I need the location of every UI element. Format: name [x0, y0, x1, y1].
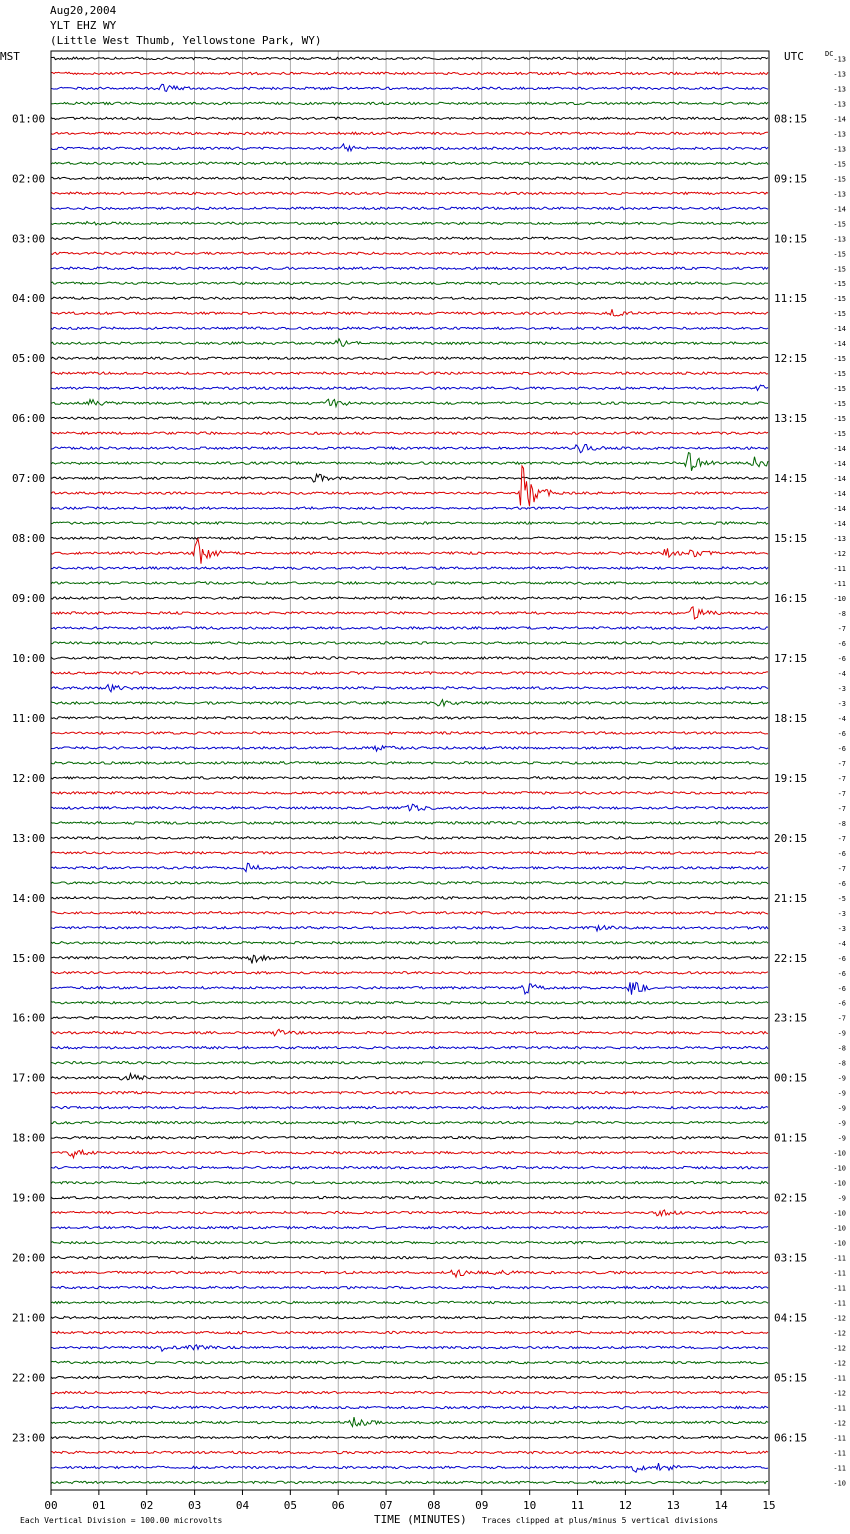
trace-row — [51, 132, 768, 134]
mst-hour-label: 02:00 — [12, 172, 46, 186]
trace-row — [51, 972, 768, 974]
trace-row — [51, 982, 768, 994]
utc-hour-label: 23:15 — [774, 1011, 808, 1025]
trace-row — [51, 627, 768, 629]
dc-offset-label: -11 — [833, 1269, 846, 1278]
dc-offset-label: -14 — [833, 205, 846, 214]
trace-row — [51, 804, 768, 811]
utc-hour-label: 03:15 — [774, 1251, 808, 1265]
dc-offset-label: -9 — [837, 1194, 846, 1203]
trace-row — [51, 1451, 768, 1453]
trace-row — [51, 162, 768, 164]
dc-offset-label: -13 — [833, 535, 846, 544]
dc-offset-label: -15 — [833, 220, 846, 229]
dc-offset-label: -12 — [833, 1359, 846, 1368]
trace-row — [51, 926, 768, 931]
utc-hour-label: 16:15 — [774, 592, 808, 606]
x-tick-label: 02 — [140, 1499, 154, 1512]
dc-offset-label: -6 — [837, 849, 846, 858]
trace-row — [51, 1241, 768, 1243]
utc-hour-label: 15:15 — [774, 532, 808, 546]
trace-row — [51, 327, 768, 329]
x-tick-label: 06 — [331, 1499, 345, 1512]
x-tick-label: 10 — [523, 1499, 537, 1512]
dc-offset-label: -8 — [837, 1044, 846, 1053]
trace-row — [51, 417, 768, 419]
trace-row — [51, 837, 768, 839]
dc-offset-label: -15 — [833, 175, 846, 184]
dc-offset-label: -9 — [837, 1134, 846, 1143]
mst-hour-label: 15:00 — [12, 951, 46, 965]
dc-offset-label: -12 — [833, 1329, 846, 1338]
mst-hour-label: 20:00 — [12, 1251, 46, 1265]
trace-row — [51, 1406, 768, 1408]
trace-row — [51, 117, 768, 119]
trace-row — [51, 357, 768, 359]
dc-offset-label: -7 — [837, 1014, 846, 1023]
utc-hour-label: 12:15 — [774, 352, 808, 366]
trace-row — [51, 1316, 768, 1318]
trace-row — [51, 453, 768, 471]
trace-row — [51, 1436, 768, 1438]
trace-row — [51, 762, 768, 764]
seismogram-traces — [51, 57, 768, 1483]
utc-hour-label: 10:15 — [774, 232, 808, 246]
trace-row — [51, 1122, 768, 1124]
trace-row — [51, 777, 768, 779]
trace-row — [51, 385, 768, 390]
trace-row — [51, 582, 768, 584]
dc-offset-label: -11 — [833, 1464, 846, 1473]
dc-offset-label: -10 — [833, 1209, 846, 1218]
dc-offset-label: -11 — [833, 1404, 846, 1413]
trace-row — [51, 746, 768, 751]
trace-row — [51, 852, 768, 854]
trace-row — [51, 1062, 768, 1064]
mst-hour-label: 23:00 — [12, 1431, 46, 1445]
dc-offset-label: -6 — [837, 654, 846, 663]
trace-row — [51, 399, 768, 406]
trace-row — [51, 685, 768, 692]
dc-offset-label: -12 — [833, 1344, 846, 1353]
dc-offset-label: -11 — [833, 580, 846, 589]
utc-hour-label: 19:15 — [774, 771, 808, 785]
dc-offset-label: -4 — [837, 714, 846, 723]
trace-row — [51, 597, 768, 599]
dc-offset-label: -15 — [833, 430, 846, 439]
mst-hour-label: 09:00 — [12, 592, 46, 606]
dc-offset-label: -11 — [833, 1299, 846, 1308]
trace-row — [51, 1002, 768, 1004]
dc-offset-label: -7 — [837, 804, 846, 813]
dc-offset-label: -15 — [833, 280, 846, 289]
dc-offset-label: -13 — [833, 55, 846, 64]
dc-offset-label: -15 — [833, 250, 846, 259]
dc-offset-label: -9 — [837, 1029, 846, 1038]
dc-offset-label: -13 — [833, 145, 846, 154]
dc-offset-label: -13 — [833, 235, 846, 244]
dc-offset-label: -10 — [833, 595, 846, 604]
trace-row — [51, 1107, 768, 1109]
dc-offset-label: -6 — [837, 984, 846, 993]
x-tick-label: 05 — [283, 1499, 297, 1512]
dc-offset-label: -6 — [837, 744, 846, 753]
trace-row — [51, 1345, 768, 1352]
mst-hour-label: 12:00 — [12, 771, 46, 785]
dc-offset-label: -3 — [837, 909, 846, 918]
trace-row — [51, 1047, 768, 1049]
trace-row — [51, 144, 768, 151]
mst-hour-label: 06:00 — [12, 412, 46, 426]
dc-offset-label: -9 — [837, 1074, 846, 1083]
trace-row — [51, 522, 768, 524]
trace-row — [51, 1017, 768, 1019]
dc-offset-label: -15 — [833, 415, 846, 424]
dc-offset-label: -13 — [833, 130, 846, 139]
location-label: (Little West Thumb, Yellowstone Park, WY) — [50, 34, 322, 47]
dc-offset-label: -4 — [837, 669, 846, 678]
trace-row — [51, 955, 768, 963]
dc-offset-label: -14 — [833, 520, 846, 529]
mst-hour-label: 16:00 — [12, 1011, 46, 1025]
trace-row — [51, 282, 768, 284]
dc-offset-label: -11 — [833, 1449, 846, 1458]
dc-offset-label: -7 — [837, 759, 846, 768]
trace-row — [51, 1166, 768, 1168]
dc-offset-label: -10 — [833, 1149, 846, 1158]
x-tick-label: 03 — [187, 1499, 202, 1512]
trace-row — [51, 267, 768, 269]
trace-row — [51, 607, 768, 619]
axis-labels — [0, 50, 846, 1526]
dc-offset-label: -7 — [837, 789, 846, 798]
trace-row — [51, 657, 768, 659]
trace-row — [51, 1029, 768, 1036]
mst-hour-label: 03:00 — [12, 232, 46, 246]
trace-row — [51, 672, 768, 674]
utc-hour-label: 13:15 — [774, 412, 808, 426]
dc-offset-label: -6 — [837, 639, 846, 648]
x-tick-label: 14 — [714, 1499, 728, 1512]
station-label: YLT EHZ WY — [50, 19, 117, 32]
dc-offset-label: -10 — [833, 1179, 846, 1188]
dc-offset-label: -7 — [837, 625, 846, 634]
trace-row — [51, 192, 768, 194]
dc-offset-label: -15 — [833, 355, 846, 364]
clip-note: Traces clipped at plus/minus 5 vertical divisions — [482, 1516, 719, 1525]
dc-offset-label: -10 — [833, 1164, 846, 1173]
mst-hour-label: 21:00 — [12, 1311, 46, 1325]
dc-offset-label: -12 — [833, 1314, 846, 1323]
mst-hour-label: 19:00 — [12, 1191, 46, 1205]
trace-row — [51, 1074, 768, 1080]
dc-offset-label: -8 — [837, 1059, 846, 1068]
dc-label: DC — [825, 50, 834, 58]
dc-offset-label: -14 — [833, 115, 846, 124]
x-tick-label: 07 — [379, 1499, 393, 1512]
trace-row — [51, 372, 768, 374]
utc-hour-label: 05:15 — [774, 1371, 808, 1385]
trace-row — [51, 882, 768, 884]
trace-row — [51, 222, 768, 226]
dc-offset-label: -13 — [833, 190, 846, 199]
dc-offset-label: -13 — [833, 70, 846, 79]
trace-row — [51, 642, 768, 644]
dc-offset-label: -14 — [833, 460, 846, 469]
trace-row — [51, 1210, 768, 1216]
mst-hour-label: 18:00 — [12, 1131, 46, 1145]
trace-row — [51, 539, 768, 564]
trace-row — [51, 339, 768, 347]
dc-offset-label: -12 — [833, 1419, 846, 1428]
utc-hour-label: 21:15 — [774, 891, 808, 905]
mst-hour-label: 08:00 — [12, 532, 46, 546]
mst-hour-label: 07:00 — [12, 472, 46, 486]
x-tick-label: 12 — [618, 1499, 633, 1512]
dc-offset-label: -15 — [833, 400, 846, 409]
trace-row — [51, 432, 768, 434]
trace-row — [51, 84, 768, 91]
trace-row — [51, 466, 768, 506]
utc-hour-label: 04:15 — [774, 1311, 808, 1325]
dc-offset-label: -14 — [833, 475, 846, 484]
dc-offset-label: -6 — [837, 954, 846, 963]
dc-offset-label: -13 — [833, 85, 846, 94]
trace-row — [51, 1181, 768, 1183]
trace-row — [51, 792, 768, 794]
dc-offset-label: -14 — [833, 340, 846, 349]
trace-row — [51, 1361, 768, 1363]
trace-row — [51, 1481, 768, 1483]
dc-offset-label: -14 — [833, 490, 846, 499]
utc-hour-label: 09:15 — [774, 172, 808, 186]
x-tick-label: 04 — [235, 1499, 250, 1512]
dc-offset-label: -6 — [837, 999, 846, 1008]
trace-row — [51, 1256, 768, 1258]
mst-hour-label: 05:00 — [12, 352, 46, 366]
trace-row — [51, 732, 768, 734]
utc-hour-label: 18:15 — [774, 711, 808, 725]
trace-row — [51, 537, 768, 539]
trace-row — [51, 102, 768, 104]
trace-row — [51, 1286, 768, 1288]
trace-row — [51, 1196, 768, 1198]
dc-offset-label: -15 — [833, 295, 846, 304]
trace-row — [51, 1376, 768, 1378]
trace-row — [51, 1301, 768, 1303]
utc-hour-label: 02:15 — [774, 1191, 808, 1205]
utc-hour-label: 22:15 — [774, 951, 808, 965]
trace-row — [51, 57, 768, 59]
dc-offset-label: -8 — [837, 819, 846, 828]
utc-hour-label: 20:15 — [774, 831, 808, 845]
dc-offset-label: -7 — [837, 774, 846, 783]
x-tick-label: 01 — [92, 1499, 106, 1512]
trace-row — [51, 912, 768, 914]
trace-row — [51, 207, 768, 209]
dc-offset-label: -10 — [833, 1224, 846, 1233]
trace-row — [51, 1150, 768, 1158]
trace-row — [51, 897, 768, 899]
dc-offset-label: -11 — [833, 1434, 846, 1443]
mst-axis-label: MST — [0, 50, 20, 63]
x-tick-label: 13 — [666, 1499, 680, 1512]
dc-offset-label: -15 — [833, 370, 846, 379]
trace-row — [51, 1137, 768, 1139]
dc-offset-label: -10 — [833, 1239, 846, 1248]
trace-row — [51, 942, 768, 944]
dc-offset-label: -6 — [837, 879, 846, 888]
dc-offset-label: -9 — [837, 1104, 846, 1113]
minute-gridlines — [99, 51, 721, 1490]
dc-offset-label: -9 — [837, 1089, 846, 1098]
mst-hour-label: 14:00 — [12, 891, 46, 905]
dc-offset-label: -13 — [833, 100, 846, 109]
dc-offset-label: -11 — [833, 1254, 846, 1263]
dc-offset-label: -15 — [833, 310, 846, 319]
utc-hour-label: 11:15 — [774, 292, 808, 306]
utc-hour-label: 06:15 — [774, 1431, 808, 1445]
trace-row — [51, 72, 768, 74]
trace-row — [51, 1226, 768, 1228]
trace-row — [51, 1092, 768, 1094]
utc-hour-label: 14:15 — [774, 472, 808, 486]
utc-hour-label: 08:15 — [774, 112, 808, 126]
trace-row — [51, 700, 768, 706]
x-tick-label: 00 — [44, 1499, 58, 1512]
x-tick-label: 09 — [475, 1499, 489, 1512]
dc-offset-label: -5 — [837, 894, 846, 903]
dc-offset-label: -12 — [833, 550, 846, 559]
trace-row — [51, 717, 768, 719]
scale-note: Each Vertical Division = 100.00 microvolts — [20, 1516, 223, 1525]
dc-offset-label: -9 — [837, 1119, 846, 1128]
dc-offset-label: -15 — [833, 385, 846, 394]
dc-offset-label: -3 — [837, 684, 846, 693]
trace-row — [51, 474, 768, 482]
x-axis-title: TIME (MINUTES) — [374, 1513, 467, 1526]
mst-hour-label: 11:00 — [12, 711, 46, 725]
mst-hour-label: 10:00 — [12, 651, 46, 665]
trace-row — [51, 445, 768, 453]
x-tick-label: 11 — [570, 1499, 585, 1512]
trace-row — [51, 567, 768, 569]
dc-offset-label: -11 — [833, 1374, 846, 1383]
mst-hour-label: 04:00 — [12, 292, 46, 306]
dc-offset-label: -3 — [837, 699, 846, 708]
trace-row — [51, 177, 768, 179]
x-tick-label: 15 — [762, 1499, 776, 1512]
dc-offset-label: -6 — [837, 969, 846, 978]
trace-row — [51, 1417, 768, 1426]
dc-offset-label: -15 — [833, 265, 846, 274]
trace-row — [51, 297, 768, 299]
mst-hour-label: 13:00 — [12, 831, 46, 845]
x-tick-label: 08 — [427, 1499, 441, 1512]
trace-row — [51, 507, 768, 509]
dc-offset-label: -10 — [833, 1479, 846, 1488]
dc-offset-label: -11 — [833, 565, 846, 574]
dc-offset-label: -8 — [837, 610, 846, 619]
trace-row — [51, 309, 768, 316]
trace-row — [51, 1270, 768, 1277]
trace-row — [51, 822, 768, 824]
utc-axis-label: UTC — [784, 50, 804, 63]
dc-offset-label: -4 — [837, 939, 846, 948]
trace-row — [51, 252, 768, 254]
trace-row — [51, 237, 768, 239]
dc-offset-label: -14 — [833, 505, 846, 514]
trace-row — [51, 1391, 768, 1393]
trace-row — [51, 863, 768, 871]
dc-offset-label: -7 — [837, 864, 846, 873]
dc-offset-label: -14 — [833, 445, 846, 454]
dc-offset-label: -6 — [837, 729, 846, 738]
mst-hour-label: 01:00 — [12, 112, 46, 126]
utc-hour-label: 17:15 — [774, 651, 808, 665]
date-label: Aug20,2004 — [50, 4, 117, 17]
dc-offset-label: -3 — [837, 924, 846, 933]
dc-offset-label: -15 — [833, 160, 846, 169]
mst-hour-label: 17:00 — [12, 1071, 46, 1085]
dc-offset-label: -11 — [833, 1284, 846, 1293]
mst-hour-label: 22:00 — [12, 1371, 46, 1385]
utc-hour-label: 00:15 — [774, 1071, 808, 1085]
dc-offset-label: -12 — [833, 1389, 846, 1398]
trace-row — [51, 1463, 768, 1472]
trace-row — [51, 1331, 768, 1333]
utc-hour-label: 01:15 — [774, 1131, 808, 1145]
dc-offset-label: -14 — [833, 325, 846, 334]
dc-offset-label: -7 — [837, 834, 846, 843]
